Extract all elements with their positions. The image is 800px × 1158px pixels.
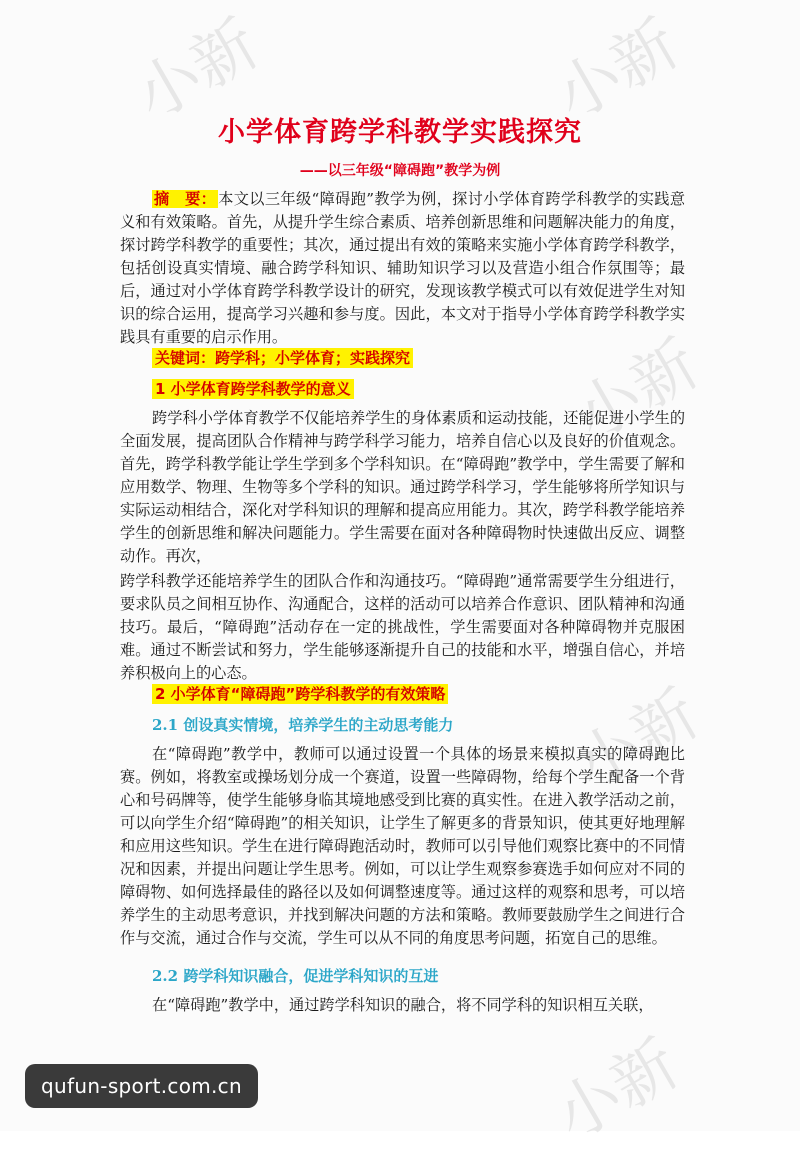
section1-heading-line xyxy=(152,378,354,400)
section2-heading-line xyxy=(152,683,448,705)
section1-paragraph-1: 跨学科小学体育教学不仅能培养学生的身体素质和运动技能，还能促进小学生的全面发展，提高团队合作精神与跨学科学习能力，培养自信心以及良好的价值观念。首先，跨学科教学能让学生学到多个学科知识。在“障碍跑”教学中，学生需要了解和应用数学、物理、生物等多个学科的知识。通过跨学科学习，学生能够将所学知识与实际运动相结合，深化对学科知识的理解和提高应用能力。其次，跨学科教学能培养学生的创新思维和解决问题能力。学生需要在面对各种障碍物时快速做出反应、调整动作。再次， xyxy=(120,409,685,565)
section21-heading: 2.1 创设真实情境，培养学生的主动思考能力 xyxy=(152,716,454,734)
section22-heading: 2.2 跨学科知识融合，促进学科知识的互进 xyxy=(152,967,439,985)
section21-heading-line xyxy=(152,714,453,736)
keywords-line xyxy=(152,347,413,369)
abstract-label: 摘 要： xyxy=(154,190,217,208)
section1-heading: 1 小学体育跨学科教学的意义 xyxy=(152,379,354,399)
watermark: 小新 xyxy=(543,7,691,136)
abstract-paragraph xyxy=(120,188,685,349)
document-title: 小学体育跨学科教学实践探究 xyxy=(218,117,582,148)
abstract-text: 本文以三年级“障碍跑”教学为例，探讨小学体育跨学科教学的实践意义和有效策略。首先，从提升学生综合素质、培养创新思维和问题解决能力的角度，探讨跨学科教学的重要性；其次，通过提出有效的策略来实施小学体育跨学科教学，包括创设真实情境、融合跨学科知识、辅助知识学习以及营造小组合作氛围等；最后，通过对小学体育跨学科教学设计的研究，发现该教学模式可以有效促进学生对知识的综合运用，提高学习兴趣和参与度。因此，本文对于指导小学体育跨学科教学实践具有重要的启示作用。 xyxy=(120,190,686,346)
watermark: 小新 xyxy=(123,7,271,136)
section22-paragraph: 在“障碍跑”教学中，通过跨学科知识的融合，将不同学科的知识相互关联， xyxy=(152,996,654,1014)
watermark: 小新 xyxy=(543,1027,691,1156)
document-subtitle: ——以三年级“障碍跑”教学为例 xyxy=(299,163,501,179)
section2-heading: 2 小学体育“障碍跑”跨学科教学的有效策略 xyxy=(152,684,448,704)
section21-paragraph: 在“障碍跑”教学中，教师可以通过设置一个具体的场景来模拟真实的障碍跑比赛。例如，将教室或操场划分成一个赛道，设置一些障碍物，给每个学生配备一个背心和号码牌等，使学生能够身临其境地感受到比赛的真实性。在进入教学活动之前，可以向学生介绍“障碍跑”的相关知识，让学生了解更多的背景知识，使其更好地理解和应用这些知识。学生在进行障碍跑活动时，教师可以引导他们观察比赛中的不同情况和因素，并提出问题让学生思考。例如，可以让学生观察参赛选手如何应对不同的障碍物、如何选择最佳的路径以及如何调整速度等。通过这样的观察和思考，可以培养学生的主动思考意识，并找到解决问题的方法和策略。教师要鼓励学生之间进行合作与交流，通过合作与交流，学生可以从不同的角度思考问题，拓宽自己的思维。 xyxy=(120,745,685,947)
section22-heading-line xyxy=(152,965,438,987)
keywords: 关键词：跨学科；小学体育；实践探究 xyxy=(152,348,413,368)
section1-paragraph-2: 跨学科教学还能培养学生的团队合作和沟通技巧。“障碍跑”通常需要学生分组进行，要求队员之间相互协作、沟通配合，这样的活动可以培养合作意识、团队精神和沟通技巧。最后，“障碍跑”活动存在一定的挑战性，学生需要面对各种障碍物并克服困难。通过不断尝试和努力，学生能够逐渐提升自己的技能和水平，增强自信心，并培养积极向上的心态。 xyxy=(120,572,685,682)
site-brand-badge: qufun-sport.com.cn xyxy=(25,1064,258,1108)
watermark: 小新 xyxy=(563,327,711,456)
watermark: 小新 xyxy=(563,677,711,806)
